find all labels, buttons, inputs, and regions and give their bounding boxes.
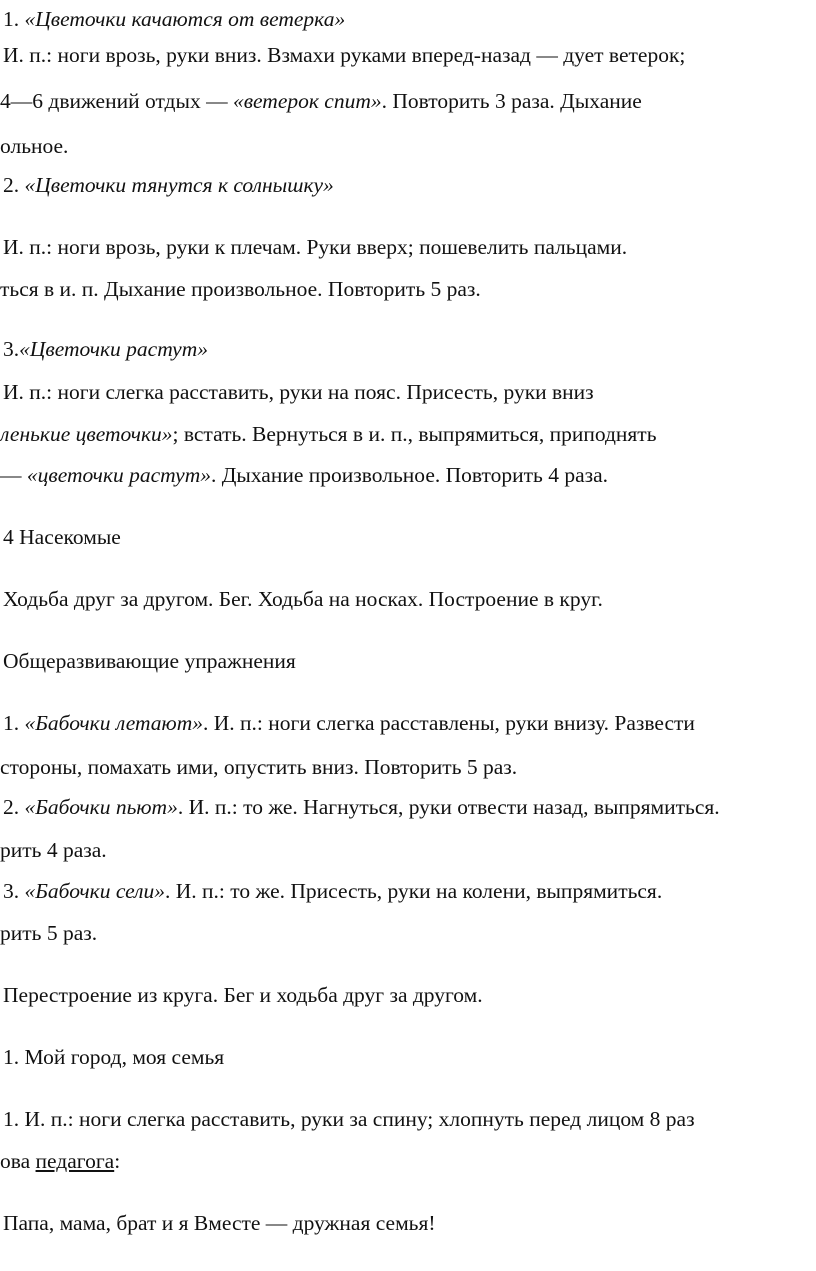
italic-text: «ветерок спит»: [232, 89, 382, 113]
text-line: [0, 133, 68, 159]
text-line: [0, 754, 517, 780]
text-run: . И. п.: ноги слегка расставлены, руки внизу. Развести: [203, 711, 695, 735]
text-run: Папа, мама, брат и я Вместе — дружная семья!: [3, 1211, 436, 1235]
text-run: 1.: [3, 711, 25, 735]
text-line: [0, 88, 642, 114]
text-run: 1. Мой город, моя семья: [3, 1045, 225, 1069]
text-run: 2.: [3, 173, 25, 197]
text-run: рить 5 раз.: [0, 921, 98, 945]
italic-text: «Цветочки тянутся к солнышку»: [24, 173, 334, 197]
text-line: [3, 336, 208, 362]
text-line: [3, 794, 720, 820]
text-line: [0, 276, 481, 302]
text-line: [3, 1106, 695, 1132]
text-run: 1. И. п.: ноги слегка расставить, руки за спину; хлопнуть перед лицом 8 раз: [3, 1107, 695, 1131]
text-line: [0, 1148, 120, 1174]
text-run: Общеразвивающие упражнения: [3, 649, 296, 673]
text-run: Ходьба друг за другом. Бег. Ходьба на носках. Построение в круг.: [3, 587, 603, 611]
text-run: —: [0, 463, 27, 487]
text-run: . И. п.: то же. Нагнуться, руки отвести назад, выпрямиться.: [177, 795, 720, 819]
text-run: 3.: [3, 337, 20, 361]
text-run: рить 4 раза.: [0, 838, 107, 862]
text-run: ; встать. Вернуться в и. п., выпрямиться, приподнять: [172, 422, 657, 446]
text-line: [3, 172, 334, 198]
italic-text: «Цветочки качаются от ветерка»: [24, 7, 346, 31]
text-run: И. п.: ноги врозь, руки к плечам. Руки вверх; пошевелить пальцами.: [3, 235, 628, 259]
text-line: [3, 878, 662, 904]
text-run: стороны, помахать ими, опустить вниз. Повторить 5 раз.: [0, 755, 518, 779]
text-line: [3, 6, 345, 32]
text-line: [3, 1210, 436, 1236]
italic-text: «Цветочки растут»: [19, 337, 209, 361]
text-run: 4 Насекомые: [3, 525, 121, 549]
text-line: [3, 586, 603, 612]
text-line: [0, 837, 107, 863]
text-run: :: [114, 1149, 121, 1173]
text-line: [3, 982, 483, 1008]
text-run: ться в и. п. Дыхание произвольное. Повторить 5 раз.: [0, 277, 481, 301]
italic-text: «Бабочки сели»: [24, 879, 165, 903]
text-line: [3, 710, 695, 736]
section-heading: [3, 1044, 224, 1070]
text-run: 1.: [3, 7, 25, 31]
text-line: [0, 462, 608, 488]
text-line: [3, 234, 627, 260]
text-run: 3.: [3, 879, 25, 903]
text-line: [0, 920, 97, 946]
teacher-link-text: педагога: [35, 1149, 115, 1173]
text-line: [3, 42, 685, 68]
text-line: [0, 421, 657, 447]
italic-text: ленькие цветочки»: [0, 422, 173, 446]
italic-text: «Бабочки пьют»: [24, 795, 178, 819]
text-run: И. п.: ноги врозь, руки вниз. Взмахи руками вперед-назад — дует ветерок;: [3, 43, 686, 67]
text-line: [3, 379, 594, 405]
text-run: И. п.: ноги слегка расставить, руки на пояс. Присесть, руки вниз: [3, 380, 594, 404]
text-line: [3, 648, 296, 674]
text-run: . Повторить 3 раза. Дыхание: [381, 89, 642, 113]
text-run: 2.: [3, 795, 25, 819]
italic-text: «Бабочки летают»: [24, 711, 203, 735]
italic-text: «цветочки растут»: [26, 463, 211, 487]
text-run: ова: [0, 1149, 36, 1173]
text-run: . И. п.: то же. Присесть, руки на колени, выпрямиться.: [165, 879, 663, 903]
text-run: . Дыхание произвольное. Повторить 4 раза.: [210, 463, 609, 487]
text-run: ольное.: [0, 134, 69, 158]
text-run: Перестроение из круга. Бег и ходьба друг за другом.: [3, 983, 483, 1007]
section-heading: [3, 524, 121, 550]
text-run: 4—6 движений отдых —: [0, 89, 233, 113]
